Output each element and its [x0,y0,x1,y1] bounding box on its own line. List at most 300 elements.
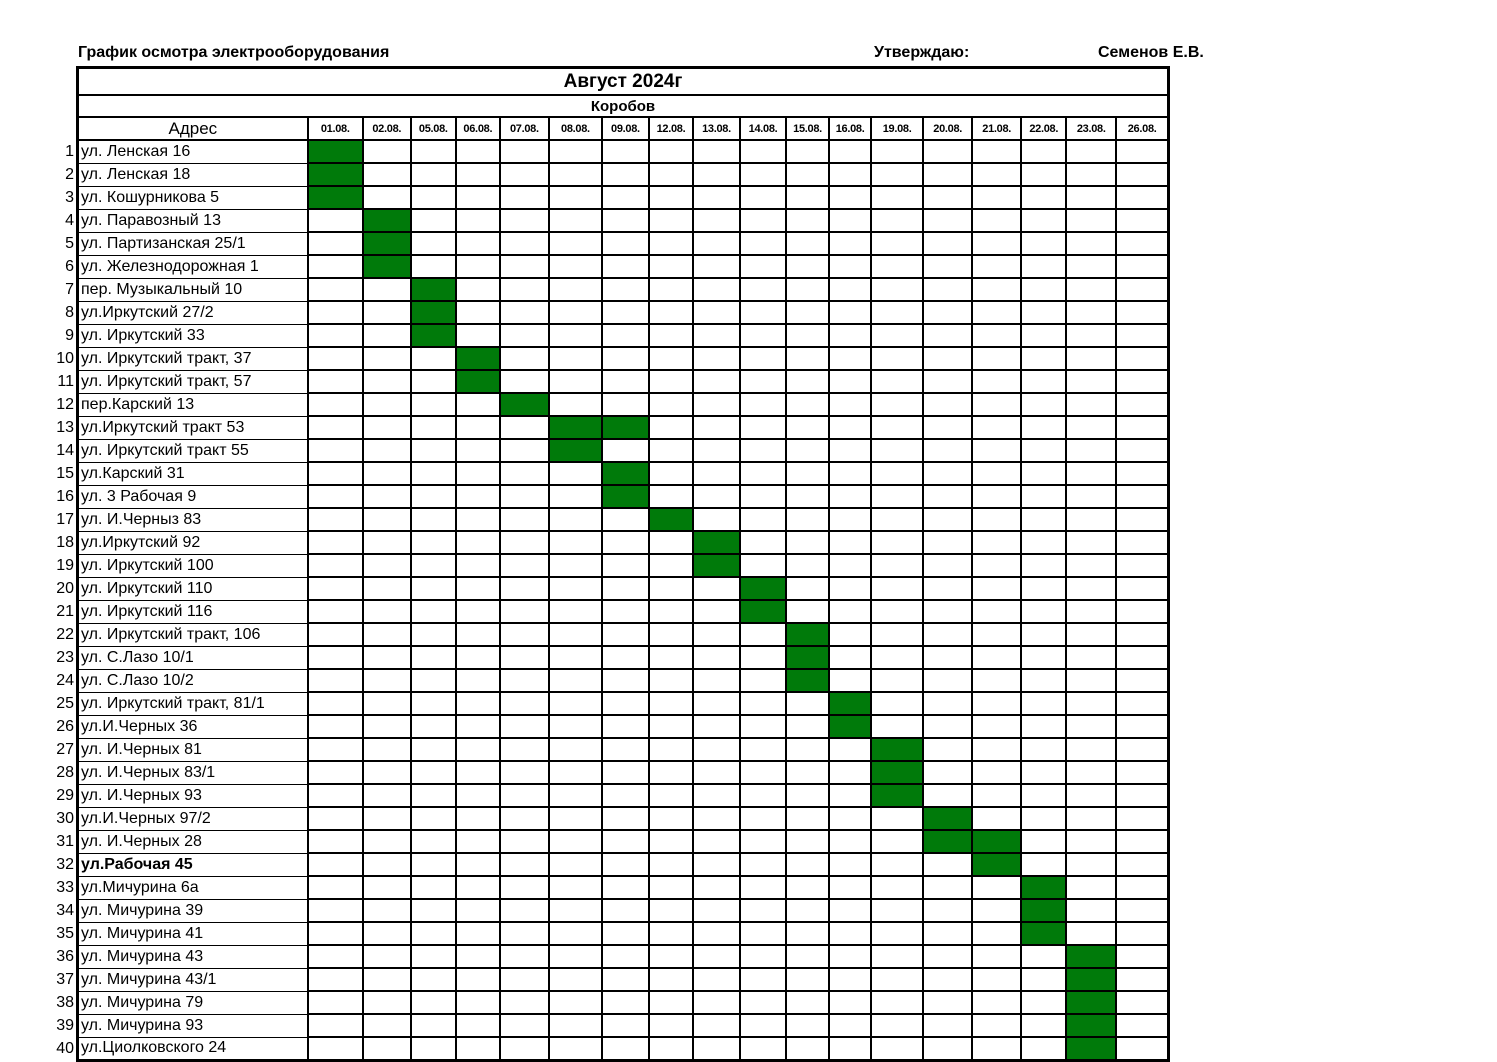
schedule-cell [308,876,363,899]
schedule-cell [456,830,500,853]
row-number: 20 [56,580,74,597]
scheduled-cell [1021,922,1066,945]
schedule-cell [411,186,456,209]
schedule-cell [693,485,740,508]
row-number: 29 [56,787,74,804]
schedule-cell [740,738,786,761]
table-row [78,600,1169,623]
address-cell: ул.Иркутский 92 [78,531,308,554]
schedule-cell [649,186,693,209]
scheduled-cell [786,623,829,646]
schedule-cell [1116,485,1168,508]
address-cell: ул.Мичурина 6а [78,876,308,899]
schedule-cell [363,945,411,968]
document-title: График осмотра электрооборудования [78,44,390,61]
schedule-cell [500,163,549,186]
schedule-cell [456,508,500,531]
table-row [78,163,1169,186]
scheduled-cell [649,508,693,531]
scheduled-cell [308,140,363,163]
schedule-cell [1116,347,1168,370]
schedule-cell [649,1014,693,1037]
schedule-cell [549,485,602,508]
schedule-cell [308,761,363,784]
schedule-cell [602,531,649,554]
schedule-cell [649,301,693,324]
row-number: 8 [65,304,74,321]
schedule-cell [1066,347,1116,370]
schedule-cell [1021,531,1066,554]
schedule-cell [740,462,786,485]
schedule-cell [308,301,363,324]
schedule-cell [740,1037,786,1061]
schedule-cell [829,278,871,301]
schedule-cell [411,1014,456,1037]
schedule-cell [829,324,871,347]
schedule-cell [923,278,972,301]
schedule-cell [871,807,923,830]
schedule-cell [829,600,871,623]
table-row [78,761,1169,784]
schedule-cell [602,853,649,876]
table-row [78,830,1169,853]
schedule-cell [871,255,923,278]
schedule-cell [829,922,871,945]
row-number: 9 [65,327,74,344]
schedule-cell [549,899,602,922]
schedule-cell [456,278,500,301]
schedule-cell [1116,991,1168,1014]
schedule-cell [972,508,1021,531]
date-header: 22.08. [1021,117,1066,140]
schedule-cell [602,508,649,531]
date-header: 20.08. [923,117,972,140]
schedule-cell [972,347,1021,370]
scheduled-cell [363,232,411,255]
schedule-cell [693,738,740,761]
schedule-cell [363,784,411,807]
schedule-cell [1116,577,1168,600]
schedule-cell [411,830,456,853]
schedule-cell [740,301,786,324]
schedule-cell [1116,623,1168,646]
scheduled-cell [1066,991,1116,1014]
schedule-cell [411,784,456,807]
schedule-cell [871,370,923,393]
schedule-cell [411,255,456,278]
schedule-cell [308,209,363,232]
schedule-cell [456,600,500,623]
schedule-cell [740,278,786,301]
schedule-cell [549,186,602,209]
schedule-cell [500,186,549,209]
schedule-cell [1066,232,1116,255]
schedule-cell [649,462,693,485]
address-cell: ул.Рабочая 45 [78,853,308,876]
schedule-cell [363,692,411,715]
date-header: 23.08. [1066,117,1116,140]
schedule-cell [500,232,549,255]
schedule-cell [1021,968,1066,991]
schedule-cell [693,991,740,1014]
schedule-cell [411,347,456,370]
scheduled-cell [363,209,411,232]
schedule-cell [456,163,500,186]
schedule-cell [972,416,1021,439]
scheduled-cell [693,554,740,577]
schedule-cell [602,186,649,209]
schedule-cell [1116,784,1168,807]
schedule-cell [871,485,923,508]
schedule-cell [923,738,972,761]
schedule-cell [602,761,649,784]
schedule-cell [1116,186,1168,209]
schedule-cell [871,324,923,347]
schedule-cell [829,738,871,761]
schedule-cell [549,991,602,1014]
responsible-person: Коробов [78,95,1169,117]
schedule-cell [1021,439,1066,462]
schedule-cell [871,393,923,416]
row-number: 31 [56,833,74,850]
address-cell: ул.Циолковского 24 [78,1037,308,1061]
schedule-cell [693,715,740,738]
scheduled-cell [786,669,829,692]
schedule-cell [693,899,740,922]
schedule-cell [363,830,411,853]
schedule-cell [602,600,649,623]
schedule-cell [829,462,871,485]
row-number: 23 [56,649,74,666]
table-row [78,278,1169,301]
scheduled-cell [871,784,923,807]
schedule-cell [363,899,411,922]
address-cell: ул.Карский 31 [78,462,308,485]
schedule-cell [786,485,829,508]
schedule-cell [786,784,829,807]
table-row [78,439,1169,462]
schedule-cell [649,830,693,853]
address-cell: ул. Паравозный 13 [78,209,308,232]
schedule-cell [786,577,829,600]
schedule-cell [602,968,649,991]
schedule-cell [411,416,456,439]
schedule-cell [829,784,871,807]
schedule-cell [411,508,456,531]
schedule-cell [786,968,829,991]
schedule-cell [1116,600,1168,623]
scheduled-cell [829,715,871,738]
schedule-cell [363,324,411,347]
schedule-cell [500,301,549,324]
schedule-cell [308,577,363,600]
schedule-cell [871,347,923,370]
schedule-cell [829,370,871,393]
schedule-cell [602,1014,649,1037]
schedule-cell [829,1037,871,1061]
schedule-cell [786,692,829,715]
schedule-cell [1066,807,1116,830]
schedule-cell [549,255,602,278]
schedule-cell [871,853,923,876]
schedule-cell [923,508,972,531]
schedule-cell [923,692,972,715]
row-number: 37 [56,971,74,988]
schedule-cell [500,462,549,485]
table-row [78,1014,1169,1037]
schedule-cell [500,485,549,508]
schedule-cell [693,669,740,692]
schedule-cell [649,807,693,830]
scheduled-cell [972,830,1021,853]
schedule-cell [456,393,500,416]
address-cell: ул. Мичурина 43/1 [78,968,308,991]
scheduled-cell [456,347,500,370]
schedule-cell [786,554,829,577]
schedule-cell [456,577,500,600]
schedule-cell [972,1037,1021,1061]
schedule-cell [649,922,693,945]
schedule-cell [871,140,923,163]
address-cell: ул. И.Черных 81 [78,738,308,761]
schedule-cell [786,347,829,370]
schedule-cell [693,209,740,232]
schedule-cell [649,416,693,439]
schedule-cell [649,140,693,163]
schedule-cell [693,807,740,830]
schedule-cell [500,140,549,163]
row-number: 32 [56,856,74,873]
schedule-cell [1116,393,1168,416]
scheduled-cell [786,646,829,669]
schedule-cell [972,807,1021,830]
schedule-cell [972,899,1021,922]
schedule-cell [308,715,363,738]
row-number: 39 [56,1017,74,1034]
schedule-cell [411,899,456,922]
table-row [78,324,1169,347]
schedule-cell [740,669,786,692]
schedule-cell [740,646,786,669]
schedule-cell [923,669,972,692]
address-cell: ул. И.Черных 83/1 [78,761,308,784]
address-cell: ул. Мичурина 93 [78,1014,308,1037]
schedule-cell [602,1037,649,1061]
schedule-cell [1116,278,1168,301]
scheduled-cell [602,462,649,485]
schedule-cell [308,991,363,1014]
schedule-cell [740,232,786,255]
schedule-cell [1021,784,1066,807]
schedule-cell [1021,232,1066,255]
address-cell: ул. 3 Рабочая 9 [78,485,308,508]
schedule-cell [411,646,456,669]
schedule-cell [786,186,829,209]
table-row [78,393,1169,416]
schedule-cell [972,301,1021,324]
schedule-cell [308,669,363,692]
table-row [78,232,1169,255]
schedule-cell [740,761,786,784]
schedule-cell [693,163,740,186]
schedule-cell [972,968,1021,991]
schedule-cell [411,968,456,991]
schedule-cell [1116,715,1168,738]
schedule-cell [411,623,456,646]
scheduled-cell [972,853,1021,876]
scheduled-cell [411,301,456,324]
row-number: 5 [65,235,74,252]
schedule-cell [972,255,1021,278]
row-number: 40 [56,1040,74,1058]
schedule-cell [500,876,549,899]
schedule-cell [500,416,549,439]
schedule-cell [308,899,363,922]
month-title: Август 2024г [78,68,1169,96]
scheduled-cell [411,324,456,347]
schedule-cell [871,715,923,738]
schedule-cell [1116,853,1168,876]
schedule-cell [602,899,649,922]
schedule-cell [693,1014,740,1037]
schedule-cell [786,738,829,761]
address-cell: ул. Кошурникова 5 [78,186,308,209]
schedule-cell [972,278,1021,301]
schedule-cell [871,991,923,1014]
schedule-cell [602,646,649,669]
schedule-cell [1066,715,1116,738]
schedule-cell [308,508,363,531]
schedule-cell [972,209,1021,232]
schedule-cell [1116,301,1168,324]
schedule-cell [871,163,923,186]
table-row [78,646,1169,669]
schedule-cell [1116,945,1168,968]
row-number: 34 [56,902,74,919]
schedule-cell [1066,761,1116,784]
schedule-cell [829,623,871,646]
address-cell: ул. Мичурина 41 [78,922,308,945]
address-cell: ул. Мичурина 43 [78,945,308,968]
schedule-cell [786,600,829,623]
schedule-cell [649,393,693,416]
schedule-cell [500,922,549,945]
schedule-cell [972,922,1021,945]
schedule-cell [456,554,500,577]
schedule-cell [786,439,829,462]
schedule-cell [500,577,549,600]
scheduled-cell [363,255,411,278]
schedule-cell [649,163,693,186]
row-number: 30 [56,810,74,827]
schedule-cell [829,163,871,186]
address-cell: ул. Иркутский 33 [78,324,308,347]
schedule-cell [693,416,740,439]
schedule-cell [923,968,972,991]
schedule-cell [693,784,740,807]
schedule-cell [972,531,1021,554]
schedule-cell [308,692,363,715]
schedule-cell [500,715,549,738]
schedule-cell [363,623,411,646]
schedule-cell [1021,186,1066,209]
schedule-cell [411,393,456,416]
schedule-cell [308,738,363,761]
schedule-cell [740,209,786,232]
schedule-cell [549,347,602,370]
schedule-cell [1021,554,1066,577]
schedule-cell [1116,508,1168,531]
row-number: 22 [56,626,74,643]
schedule-cell [693,439,740,462]
address-cell: ул. И.Черных 93 [78,784,308,807]
row-number: 26 [56,718,74,735]
schedule-cell [923,462,972,485]
schedule-cell [602,945,649,968]
scheduled-cell [871,738,923,761]
schedule-cell [1021,370,1066,393]
schedule-cell [740,531,786,554]
schedule-cell [829,646,871,669]
schedule-cell [500,1014,549,1037]
schedule-cell [1116,462,1168,485]
schedule-cell [1116,140,1168,163]
schedule-cell [693,945,740,968]
schedule-cell [829,899,871,922]
schedule-cell [649,255,693,278]
schedule-cell [308,554,363,577]
schedule-cell [363,968,411,991]
schedule-cell [649,853,693,876]
schedule-cell [411,853,456,876]
row-number: 13 [56,419,74,436]
schedule-cell [740,692,786,715]
schedule-cell [363,738,411,761]
scheduled-cell [602,416,649,439]
schedule-cell [649,646,693,669]
schedule-cell [602,301,649,324]
schedule-cell [363,278,411,301]
row-number: 36 [56,948,74,965]
schedule-cell [549,554,602,577]
schedule-cell [549,669,602,692]
schedule-cell [363,1014,411,1037]
schedule-cell [1066,922,1116,945]
schedule-cell [786,922,829,945]
schedule-cell [693,324,740,347]
schedule-cell [829,577,871,600]
schedule-cell [829,876,871,899]
schedule-cell [456,876,500,899]
schedule-cell [363,1037,411,1061]
schedule-cell [786,508,829,531]
schedule-cell [1066,393,1116,416]
table-row [78,807,1169,830]
table-row [78,1037,1169,1061]
schedule-cell [1021,577,1066,600]
schedule-cell [308,1014,363,1037]
schedule-cell [1066,784,1116,807]
scheduled-cell [456,370,500,393]
schedule-cell [1066,462,1116,485]
table-row [78,991,1169,1014]
schedule-cell [549,1037,602,1061]
table-row [78,531,1169,554]
schedule-cell [1066,899,1116,922]
schedule-cell [649,991,693,1014]
schedule-cell [411,577,456,600]
schedule-cell [1021,278,1066,301]
